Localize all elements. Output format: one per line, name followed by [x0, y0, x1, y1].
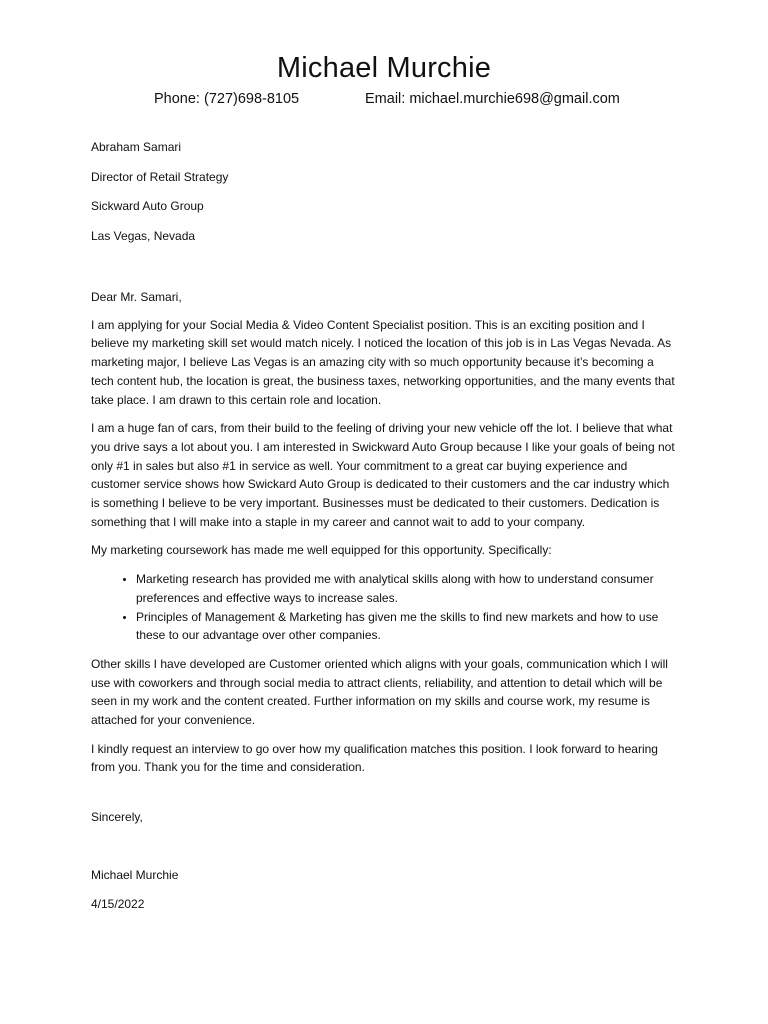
signature-name: Michael Murchie [91, 868, 179, 882]
paragraph-intro: I am applying for your Social Media & Video Content Specialist position. This is an exciting position and I believe my marketing skill set would match nicely. I noticed the location of this job is in Las Vegas Nevada. As marketing major, I believe Las Vegas is an amazing city with so much opportunity because it’s becoming a tech content hub, the location is great, the business taxes, networking opportunities, and the many events that take place. I am drawn to this certain role and location. [91, 317, 675, 407]
list-item: • Principles of Management & Marketing has given me the skills to find new markets and how to use these to our advantage over other companies. [136, 608, 678, 645]
paragraph-interest: I am a huge fan of cars, from their build to the feeling of driving your new vehicle off the lot. I believe that what you drive says a lot about you. I am interested in Swickward Auto Group because I like your goals of being not only #1 in sales but also #1 in service as well. Your commitment to a great car buying experience and customer service shows how Swickard Auto Group is dedicated to their customers and the car industry which is something I believe to be very important. Businesses must be dedicated to their customers. Dedication is something that I will make into a staple in my career and cannot wait to add to your company. [91, 421, 675, 529]
paragraph-request: I kindly request an interview to go over how my qualification matches this position. I look forward to hearing from you. Thank you for the time and consideration. [91, 741, 658, 775]
paragraph-coursework: My marketing coursework has made me well equipped for this opportunity. Specifically: [91, 543, 552, 558]
letter-body [91, 288, 678, 787]
skills-list [91, 570, 678, 645]
letter-date: 4/15/2022 [91, 897, 145, 911]
recipient-location: Las Vegas, Nevada [91, 229, 196, 243]
recipient-title: Director of Retail Strategy [91, 170, 229, 184]
recipient-name: Abraham Samari [91, 140, 182, 154]
sender-name: Michael Murchie [276, 52, 492, 84]
contact-line [154, 89, 620, 109]
closing: Sincerely, [91, 810, 143, 824]
recipient-company: Sickward Auto Group [91, 199, 204, 213]
list-item: • Marketing research has provided me with analytical skills along with how to understand consumer preferences and effective ways to increase sales. [136, 570, 678, 607]
salutation: Dear Mr. Samari, [91, 290, 182, 304]
paragraph-skills: Other skills I have developed are Customer oriented which aligns with your goals, communication which I will use with coworkers and through social media to attract clients, reliability, and attention to detail which will be seen in my work and the content created. Further information on my skills and course work, my resume is attached for your convenience. [91, 656, 668, 728]
email-text: Email: michael.murchie698@gmail.com [365, 91, 620, 107]
phone-text: Phone: (727)698-8105 [154, 91, 300, 107]
